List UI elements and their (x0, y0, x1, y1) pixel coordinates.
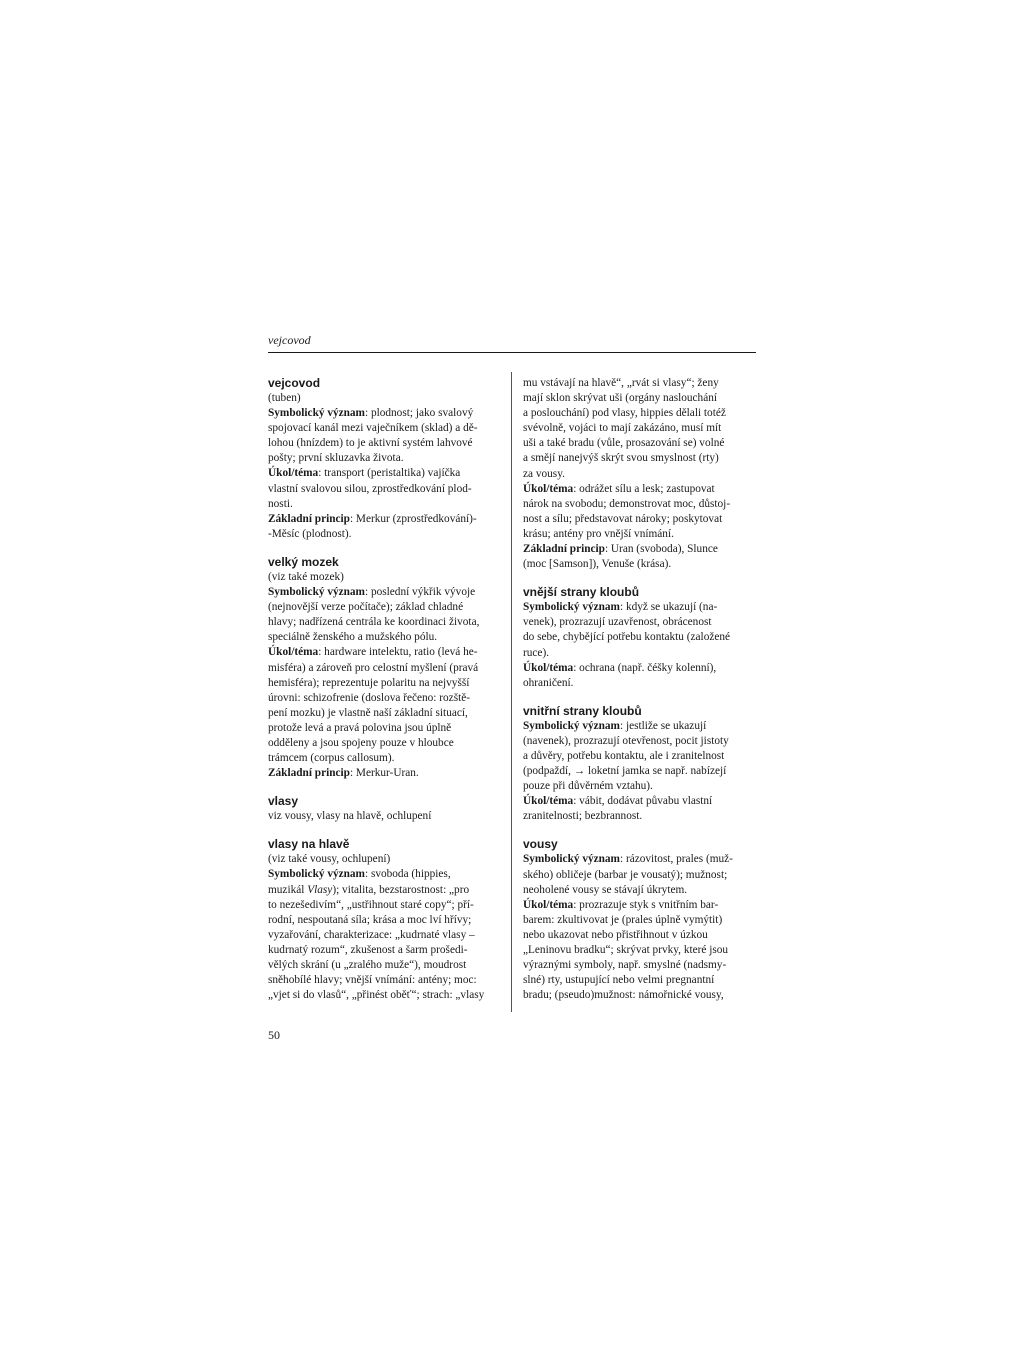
field-label: Symbolický význam (523, 853, 620, 866)
entry-text: (tuben) (268, 392, 301, 404)
entry-text: kudrnatý rozum“, zkušenost a šarm prošedi- (268, 943, 468, 956)
entry-text: : Merkur (zprostředkování)- (349, 512, 477, 525)
dictionary-entry (523, 837, 755, 1003)
entry-line (523, 661, 755, 676)
entry-term: vnitřní strany kloubů (523, 703, 642, 718)
entry-line (268, 721, 500, 736)
field-label: Symbolický význam (268, 407, 365, 420)
field-label: Základní princip (268, 767, 350, 780)
entry-text: : poslední výkřik vývoje (364, 586, 476, 599)
entry-text: pení mozku) je vlastně naší základní situací, (268, 706, 468, 719)
field-label: Úkol/téma (268, 646, 319, 659)
entry-text: nosti. (268, 497, 293, 510)
left-column (268, 376, 500, 1016)
entry-text: (viz také vousy, ochlupení) (268, 853, 391, 866)
entry-line (268, 391, 500, 406)
entry-text: to nezešedivím“, „ustřihnout staré copy“; pří- (268, 898, 474, 911)
entry-line (268, 958, 500, 973)
entry-line (523, 928, 755, 943)
entry-line (268, 736, 500, 751)
entry-line (268, 928, 500, 943)
entry-text: barem: zkultivovat je (prales úplně vymýtit) (523, 913, 723, 926)
entry-line (268, 691, 500, 706)
entry-line (523, 512, 755, 527)
entry-text: za vousy. (523, 467, 565, 480)
field-label: Základní princip (268, 512, 350, 525)
entry-text: slné) rty, ustupující nebo velmi pregnantní (523, 974, 715, 987)
dictionary-entry (268, 376, 500, 542)
entry-text: odděleny a jsou spojeny pouze v hloubce (268, 736, 454, 749)
entry-text: : svoboda (hippies, (364, 868, 451, 881)
entry-line (523, 497, 755, 512)
entry-line (523, 898, 755, 913)
entry-line (268, 766, 500, 781)
entry-text: nárok na svobodu; demonstrovat moc, důstoj- (523, 497, 731, 510)
entry-line (523, 406, 755, 421)
entry-text: zranitelnosti; bezbrannost. (523, 810, 643, 823)
entry-term: velký mozek (268, 554, 339, 569)
field-label: Úkol/téma (268, 467, 319, 480)
entry-line (523, 958, 755, 973)
entry-line (268, 751, 500, 766)
entry-text: neoholené vousy se stávají úkrytem. (523, 883, 688, 896)
entry-line (523, 913, 755, 928)
entry-line (523, 467, 755, 482)
entry-text: ohraničení. (523, 676, 574, 689)
field-label: Úkol/téma (523, 898, 574, 911)
entry-text: vělých skrání (u „zralého muže“), moudrost (268, 959, 467, 971)
entry-line (523, 852, 755, 867)
dictionary-entry (268, 555, 500, 781)
entry-text: (moc [Samson]), Venuše (krása). (523, 558, 672, 571)
field-label: Symbolický význam (268, 868, 365, 881)
entry-line (268, 585, 500, 600)
entry-term: vnější strany kloubů (523, 585, 640, 600)
field-label: Úkol/téma (523, 795, 574, 808)
field-label: Úkol/téma (523, 661, 574, 674)
entry-text: misféra) a zároveň pro celostní myšlení (pravá (268, 661, 479, 674)
entry-text: (nejnovější verze počítače); základ chladné (268, 601, 464, 614)
entry-line (268, 852, 500, 867)
entry-text: (navenek), prozrazují otevřenost, pocit jistoty (523, 734, 729, 747)
entry-text: vyzařování, charakterizace: „kudrnaté vlasy – (268, 928, 475, 941)
field-label: Symbolický význam (523, 719, 620, 732)
running-head: vejcovod (268, 333, 311, 347)
entry-text: : vábit, dodávat půvabu vlastní (573, 795, 713, 808)
entry-text: a důvěry, potřebu kontaktu, ale i zranitelnost (523, 749, 725, 762)
entry-text: : jestliže se ukazují (619, 719, 707, 732)
entry-line (523, 676, 755, 691)
entry-line (523, 482, 755, 497)
entry-line (268, 421, 500, 436)
dictionary-entry (268, 837, 500, 1003)
entry-text: (podpaždí, → loketní jamka se např. nabízejí (523, 765, 727, 778)
entry-line (268, 615, 500, 630)
entry-text: „Leninovu bradku“; skrývat prvky, které jsou (523, 944, 729, 956)
entry-text: ); vitalita, bezstarostnost: „pro (332, 883, 470, 896)
entry-line (523, 451, 755, 466)
entry-line (523, 391, 755, 406)
entry-text: a poslouchání) pod vlasy, hippies dělali totéž (523, 407, 726, 420)
entry-line (523, 542, 755, 557)
entry-text: úrovni: schizofrenie (doslova řečeno: rozště- (268, 691, 471, 704)
entry-line (268, 482, 500, 497)
entry-line (523, 646, 755, 661)
dictionary-entry (523, 704, 755, 825)
entry-text: : plodnost; jako svalový (364, 407, 474, 420)
entry-text: mu vstávají na hlavě“, „rvát si vlasy“; ženy (523, 377, 719, 389)
entry-line (268, 913, 500, 928)
field-label: Úkol/téma (523, 482, 574, 495)
header-rule (268, 352, 756, 353)
entry-text: : když se ukazují (na- (619, 601, 718, 614)
entry-line (268, 943, 500, 958)
dictionary-entry (268, 794, 500, 824)
entry-text: svévolně, vojáci to mají zakázáno, musí mít (523, 422, 722, 435)
entry-line (268, 600, 500, 615)
entry-text: rodní, nespoutaná síla; krása a moc lví hřívy; (268, 913, 472, 926)
entry-line (268, 898, 500, 913)
entry-text: : hardware intelektu, ratio (levá he- (318, 646, 478, 659)
entry-text: viz vousy, vlasy na hlavě, ochlupení (268, 810, 432, 823)
entry-text: : ochrana (např. čéšky kolenní), (573, 661, 717, 674)
entry-line (268, 630, 500, 645)
entry-line (268, 451, 500, 466)
entry-text: nost a sílu; představovat nároky; poskytovat (523, 512, 723, 525)
entry-line (268, 527, 500, 542)
field-label: Symbolický význam (523, 601, 620, 614)
entry-line (268, 988, 500, 1003)
entry-line (523, 436, 755, 451)
entry-line (268, 883, 500, 898)
entry-text: krásu; antény pro vnější vnímání. (523, 527, 674, 540)
entry-text: uši a také bradu (vůle, prosazování se) volné (523, 437, 725, 450)
entry-text: venek), prozrazují uzavřenost, obrácenost (523, 616, 712, 629)
field-label: Základní princip (523, 543, 605, 556)
entry-line (268, 436, 500, 451)
entry-text: : prozrazuje styk s vnitřním bar- (573, 898, 719, 911)
entry-line (268, 406, 500, 421)
entry-text: a smějí nanejvýš skrýt svou smyslnost (rty) (523, 452, 719, 465)
entry-text: pošty; první skluzavka života. (268, 452, 404, 465)
entry-line (523, 719, 755, 734)
field-label: Symbolický význam (268, 586, 365, 599)
entry-line (523, 421, 755, 436)
entry-text: muzikál (268, 883, 308, 896)
entry-line (523, 734, 755, 749)
dictionary-entry (523, 585, 755, 691)
entry-line (523, 883, 755, 898)
entry-line (523, 794, 755, 809)
entry-line (523, 868, 755, 883)
entry-text: protože levá a pravá polovina jsou úplně (268, 721, 452, 734)
entry-text: : Uran (svoboda), Slunce (604, 543, 718, 556)
entry-line (523, 779, 755, 794)
entry-text: do sebe, chybějící potřebu kontaktu (založené (523, 631, 731, 644)
entry-term: vlasy (268, 794, 299, 809)
entry-text: (viz také mozek) (268, 570, 344, 583)
entry-line (268, 706, 500, 721)
entry-text: hemisféra); reprezentuje polaritu na nejvyšší (268, 676, 470, 689)
entry-term: vlasy na hlavě (268, 837, 350, 852)
entry-line (268, 661, 500, 676)
entry-text: : rázovitost, prales (muž- (619, 853, 733, 866)
entry-text: -Měsíc (plodnost). (268, 527, 352, 540)
dictionary-entry (523, 376, 755, 572)
entry-text: ruce). (523, 646, 550, 659)
entry-text: hlavy; nadřízená centrála ke koordinaci života, (268, 616, 480, 629)
entry-text: ského) obličeje (barbar je vousatý); mužnost; (523, 868, 728, 881)
entry-term: vejcovod (268, 376, 321, 390)
entry-line (268, 676, 500, 691)
entry-line (268, 497, 500, 512)
entry-line (523, 943, 755, 958)
entry-line (268, 867, 500, 882)
entry-text: : Merkur-Uran. (349, 767, 419, 780)
column-divider (511, 372, 512, 1012)
entry-line (268, 973, 500, 988)
italic-title: Vlasy (307, 883, 333, 896)
entry-term: vousy (523, 837, 558, 852)
entry-text: lohou (hnízdem) to je aktivní systém lahvové (268, 437, 473, 450)
entry-line (523, 973, 755, 988)
entry-line (268, 645, 500, 660)
entry-line (268, 466, 500, 481)
entry-text: „vjet si do vlasů“, „přinést oběť“; strach: „vlasy (268, 989, 485, 1002)
entry-line (523, 376, 755, 391)
entry-text: výraznými symboly, např. smyslné (nadsmy- (523, 959, 727, 972)
entry-text: : odrážet sílu a lesk; zastupovat (573, 482, 715, 495)
entry-line (523, 630, 755, 645)
entry-text: spojovací kanál mezi vaječníkem (sklad) a dě- (268, 422, 478, 435)
entry-line (523, 988, 755, 1003)
entry-line (523, 557, 755, 572)
entry-line (523, 527, 755, 542)
entry-text: sněhobílé hlavy; vnější vnímání: antény; moc: (268, 974, 477, 987)
entry-text: : transport (peristaltika) vajíčka (318, 467, 461, 480)
entry-line (523, 615, 755, 630)
entry-line (268, 809, 500, 824)
entry-text: speciálně ženského a mužského pólu. (268, 631, 438, 644)
entry-text: pouze při důvěrném vztahu). (523, 780, 653, 793)
entry-text: bradu; (pseudo)mužnost: námořnické vousy, (523, 989, 724, 1002)
entry-line (523, 749, 755, 764)
right-column (523, 376, 755, 1016)
entry-text: nebo ukazovat nebo přistřihnout v úzkou (523, 928, 708, 941)
page-number: 50 (268, 1028, 280, 1042)
entry-line (268, 570, 500, 585)
entry-line (523, 764, 755, 779)
entry-text: trámcem (corpus callosum). (268, 752, 395, 765)
entry-text: mají sklon skrývat uši (orgány naslouchání (523, 392, 718, 405)
entry-line (523, 809, 755, 824)
entry-line (523, 600, 755, 615)
entry-text: vlastní svalovou silou, zprostředkování plod- (268, 482, 472, 495)
entry-line (268, 512, 500, 527)
